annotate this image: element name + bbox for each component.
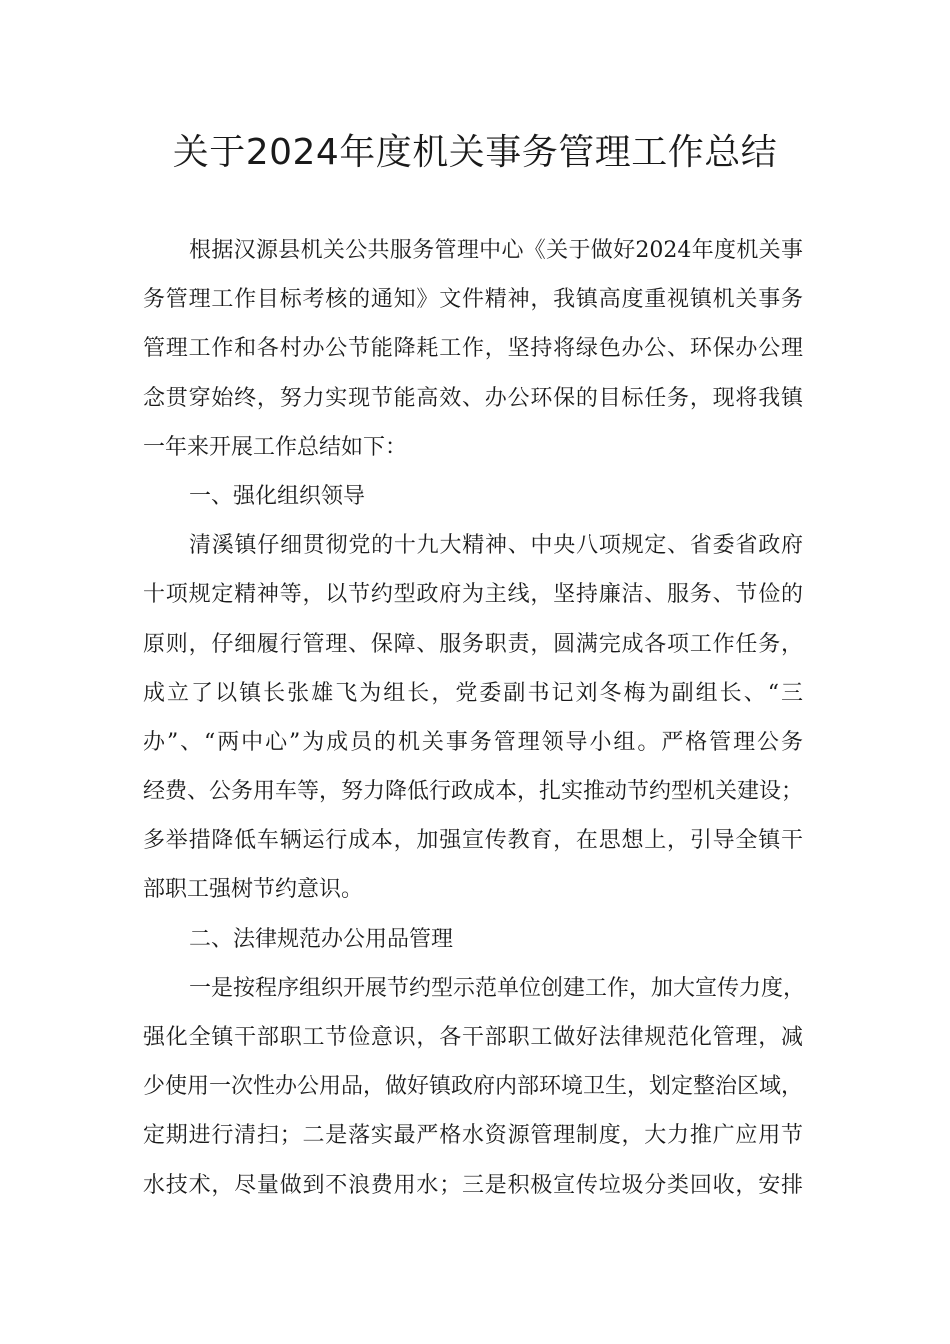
document-title: 关于2024年度机关事务管理工作总结 (172, 132, 778, 173)
paragraph-line: 水技术，尽量做到不浪费用水；三是积极宣传垃圾分类回收，安排 (143, 1172, 803, 1198)
section-heading: 一、强化组织领导 (189, 483, 366, 509)
paragraph-line: 原则，仔细履行管理、保障、服务职责，圆满完成各项工作任务， (143, 631, 803, 657)
paragraph-line: 清溪镇仔细贯彻党的十九大精神、中央八项规定、省委省政府 (189, 533, 803, 559)
paragraph-line: 成立了以镇长张雄飞为组长，党委副书记刘冬梅为副组长、“三 (143, 680, 803, 706)
document-body (143, 226, 806, 1210)
paragraph-line: 部职工强树节约意识。 (143, 877, 364, 903)
paragraph-line: 强化全镇干部职工节俭意识，各干部职工做好法律规范化管理，减 (143, 1025, 803, 1050)
paragraph-line: 一是按程序组织开展节约型示范单位创建工作，加大宣传力度， (189, 975, 806, 1001)
paragraph-line: 办”、“两中心”为成员的机关事务管理领导小组。严格管理公务 (143, 729, 803, 755)
paragraph-line: 经费、公务用车等，努力降低行政成本，扎实推动节约型机关建设； (143, 779, 804, 805)
paragraph-line: 务管理工作目标考核的通知》文件精神，我镇高度重视镇机关事务 (143, 287, 803, 313)
paragraph-line: 定期进行清扫；二是落实最严格水资源管理制度，大力推广应用节 (143, 1123, 803, 1149)
paragraph-line: 管理工作和各村办公节能降耗工作，坚持将绿色办公、环保办公理 (143, 336, 803, 362)
paragraph-line: 一年来开展工作总结如下： (143, 434, 408, 460)
section-heading: 二、法律规范办公用品管理 (189, 926, 454, 952)
paragraph-line: 多举措降低车辆运行成本，加强宣传教育，在思想上，引导全镇干 (143, 828, 803, 854)
paragraph-line: 念贯穿始终，努力实现节能高效、办公环保的目标任务，现将我镇 (143, 385, 803, 411)
paragraph-line: 十项规定精神等，以节约型政府为主线，坚持廉洁、服务、节俭的 (143, 582, 803, 608)
paragraph-line: 少使用一次性办公用品，做好镇政府内部环境卫生，划定整治区域， (143, 1074, 804, 1100)
paragraph-line: 根据汉源县机关公共服务管理中心《关于做好2024年度机关事 (189, 238, 803, 263)
